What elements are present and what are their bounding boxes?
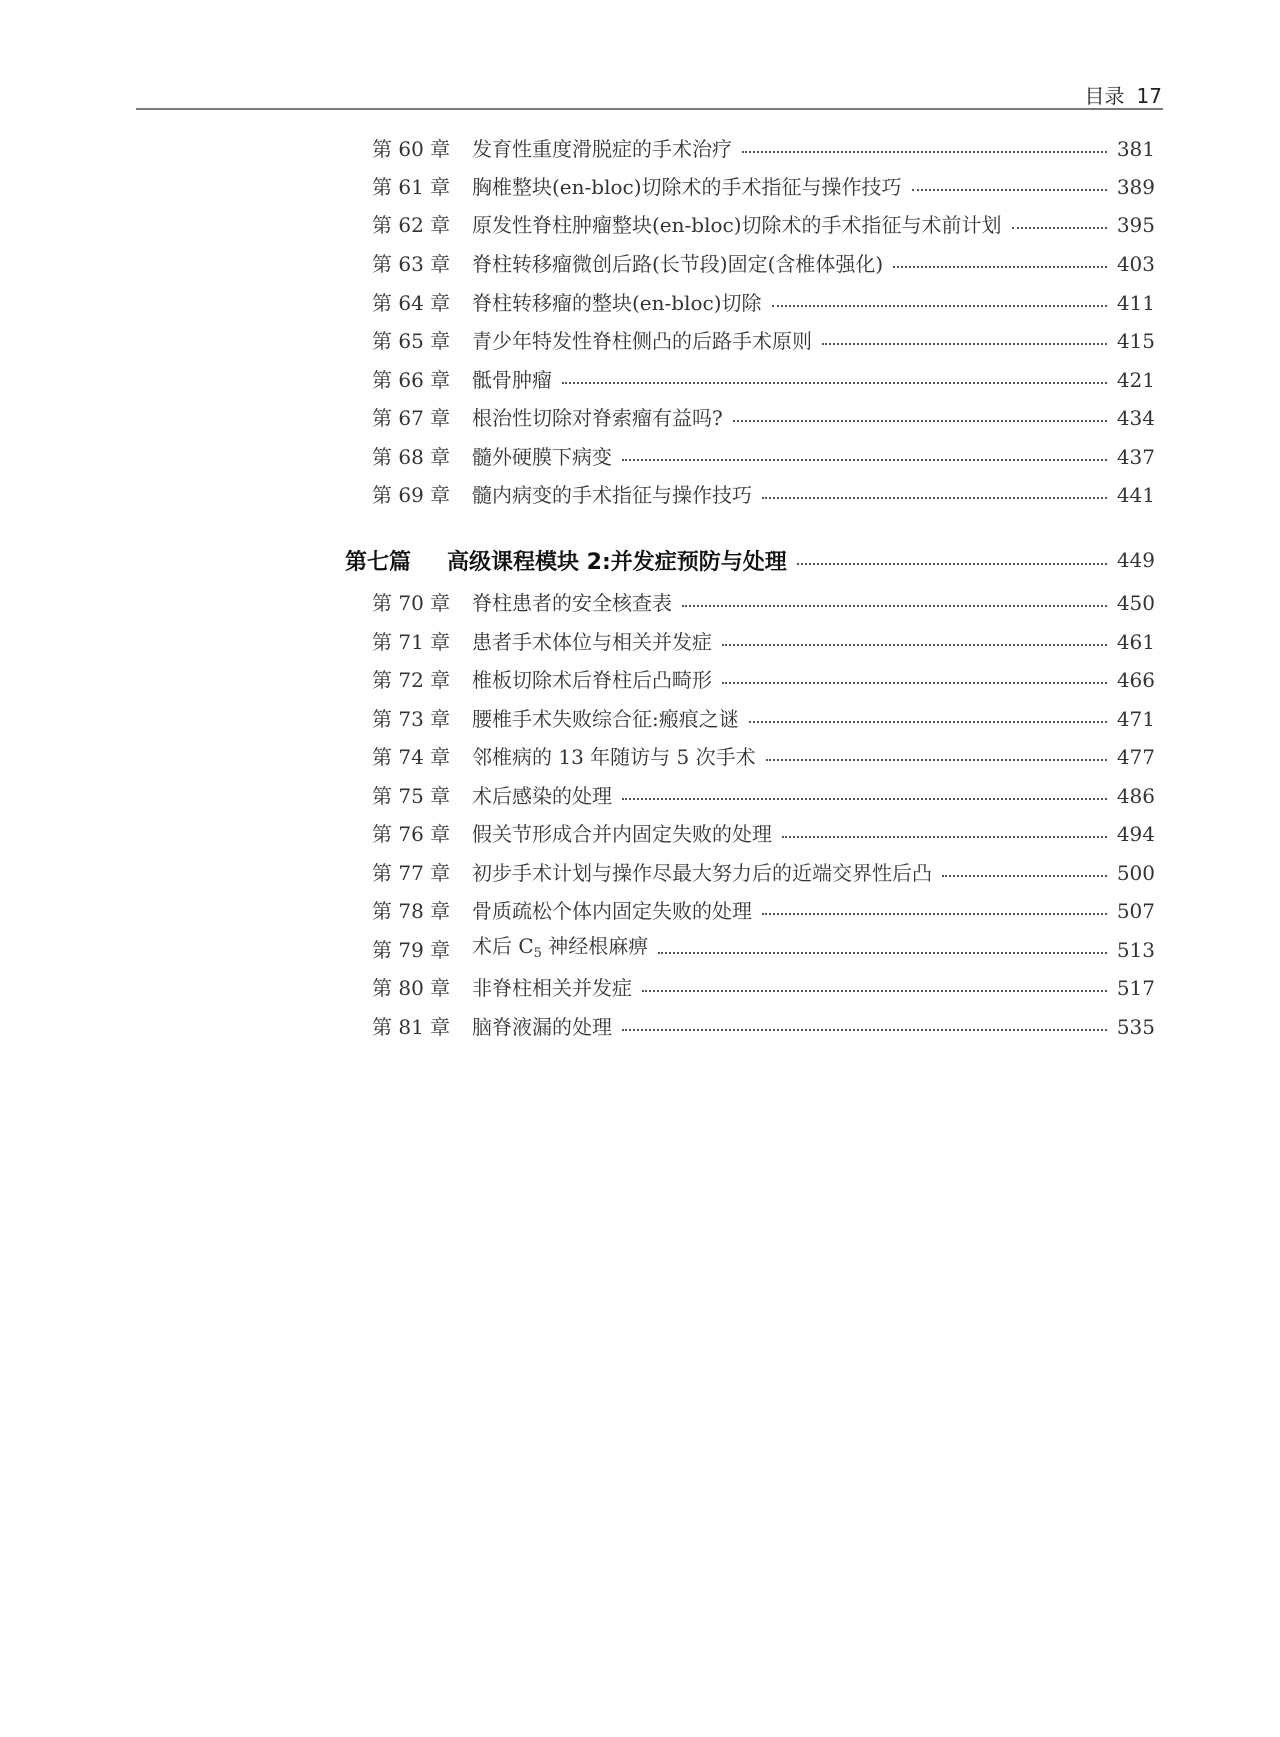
toc-entry[interactable] xyxy=(372,588,1155,618)
dot-leader xyxy=(766,759,1107,761)
toc-entry[interactable] xyxy=(372,403,1155,433)
dot-leader xyxy=(682,605,1107,607)
dot-leader xyxy=(912,189,1107,191)
page-number: 500 xyxy=(1116,861,1155,885)
toc-entry[interactable] xyxy=(372,365,1155,395)
dot-leader xyxy=(772,305,1107,307)
chapter-title: 患者手术体位与相关并发症 xyxy=(472,630,712,654)
chapter-number: 第 67 章 xyxy=(372,406,451,430)
chapter-number: 第 80 章 xyxy=(372,976,451,1000)
toc-entry[interactable] xyxy=(372,210,1155,240)
part-title: 高级课程模块 2:并发症预防与处理 xyxy=(447,549,787,575)
page-number: 381 xyxy=(1116,137,1155,161)
toc-entry[interactable] xyxy=(372,742,1155,772)
toc-entry[interactable] xyxy=(372,858,1155,888)
page-number: 441 xyxy=(1116,483,1155,507)
chapter-title: 青少年特发性脊柱侧凸的后路手术原则 xyxy=(472,329,812,353)
chapter-number: 第 78 章 xyxy=(372,899,451,923)
chapter-title: 邻椎病的 13 年随访与 5 次手术 xyxy=(472,745,756,769)
dot-leader xyxy=(797,563,1107,565)
page-number: 535 xyxy=(1116,1015,1155,1039)
toc-part-heading[interactable] xyxy=(345,543,1155,577)
chapter-title: 初步手术计划与操作尽最大努力后的近端交界性后凸 xyxy=(472,861,932,885)
chapter-title: 骨质疏松个体内固定失败的处理 xyxy=(472,899,752,923)
chapter-title: 原发性脊柱肿瘤整块(en-bloc)切除术的手术指征与术前计划 xyxy=(472,213,1002,237)
dot-leader xyxy=(762,497,1107,499)
chapter-number: 第 75 章 xyxy=(372,784,451,808)
page-number: 415 xyxy=(1116,329,1155,353)
toc-entry[interactable] xyxy=(372,627,1155,657)
dot-leader xyxy=(733,420,1107,422)
page-number: 434 xyxy=(1116,406,1155,430)
chapter-title-subscript: 5 xyxy=(533,946,542,961)
chapter-title: 胸椎整块(en-bloc)切除术的手术指征与操作技巧 xyxy=(472,175,902,199)
chapter-number: 第 63 章 xyxy=(372,252,451,276)
chapter-title-part: 术后 C xyxy=(472,934,534,958)
toc-entry[interactable] xyxy=(372,1012,1155,1042)
page-number: 395 xyxy=(1116,213,1155,237)
page-number: 513 xyxy=(1116,938,1155,962)
page-number: 403 xyxy=(1116,252,1155,276)
page-number: 421 xyxy=(1116,368,1155,392)
chapter-number: 第 66 章 xyxy=(372,368,451,392)
dot-leader xyxy=(942,875,1107,877)
chapter-title: 骶骨肿瘤 xyxy=(472,368,552,392)
chapter-number: 第 71 章 xyxy=(372,630,451,654)
dot-leader xyxy=(1012,227,1107,229)
chapter-number: 第 60 章 xyxy=(372,137,451,161)
dot-leader xyxy=(762,913,1107,915)
page-number: 471 xyxy=(1116,707,1155,731)
chapter-number: 第 76 章 xyxy=(372,822,451,846)
page-number: 450 xyxy=(1116,591,1155,615)
toc-entry[interactable] xyxy=(372,249,1155,279)
chapter-number: 第 79 章 xyxy=(372,938,451,962)
page-number: 507 xyxy=(1116,899,1155,923)
chapter-number: 第 81 章 xyxy=(372,1015,451,1039)
toc-entry[interactable] xyxy=(372,134,1155,164)
toc-entry[interactable] xyxy=(372,704,1155,734)
chapter-number: 第 64 章 xyxy=(372,291,451,315)
dot-leader xyxy=(622,798,1107,800)
dot-leader xyxy=(658,952,1107,954)
header-rule xyxy=(136,108,1163,110)
chapter-title-part: 神经根麻痹 xyxy=(541,934,649,958)
dot-leader xyxy=(782,836,1107,838)
toc-entry[interactable] xyxy=(372,819,1155,849)
page-number: 461 xyxy=(1116,630,1155,654)
page-number: 517 xyxy=(1116,976,1155,1000)
toc-entry[interactable] xyxy=(372,781,1155,811)
page-number: 389 xyxy=(1116,175,1155,199)
chapter-title: 脑脊液漏的处理 xyxy=(472,1015,612,1039)
toc-entry[interactable] xyxy=(372,665,1155,695)
toc-entry[interactable] xyxy=(372,896,1155,926)
toc-entry[interactable] xyxy=(372,288,1155,318)
chapter-number: 第 61 章 xyxy=(372,175,451,199)
chapter-title: 髓外硬膜下病变 xyxy=(472,445,612,469)
toc-entry[interactable] xyxy=(372,172,1155,202)
toc-entry[interactable] xyxy=(372,442,1155,472)
chapter-number: 第 68 章 xyxy=(372,445,451,469)
page-number: 437 xyxy=(1116,445,1155,469)
dot-leader xyxy=(642,990,1107,992)
dot-leader xyxy=(622,1029,1107,1031)
page-number: 477 xyxy=(1116,745,1155,769)
running-head-page-number: 17 xyxy=(1136,84,1162,108)
running-head-section: 目录 xyxy=(1084,84,1125,108)
chapter-number: 第 77 章 xyxy=(372,861,451,885)
chapter-title: 发育性重度滑脱症的手术治疗 xyxy=(472,137,732,161)
toc-entry[interactable] xyxy=(372,480,1155,510)
page-number: 486 xyxy=(1116,784,1155,808)
page-number: 466 xyxy=(1116,668,1155,692)
toc-entry[interactable] xyxy=(372,973,1155,1003)
page-number: 449 xyxy=(1116,548,1155,572)
dot-leader xyxy=(722,644,1107,646)
chapter-title: 术后感染的处理 xyxy=(472,784,612,808)
chapter-title: 髓内病变的手术指征与操作技巧 xyxy=(472,483,752,507)
chapter-title: 非脊柱相关并发症 xyxy=(472,976,632,1000)
chapter-title: 椎板切除术后脊柱后凸畸形 xyxy=(472,668,712,692)
chapter-number: 第 72 章 xyxy=(372,668,451,692)
dot-leader xyxy=(893,266,1107,268)
chapter-title xyxy=(472,931,648,969)
chapter-title: 假关节形成合并内固定失败的处理 xyxy=(472,822,772,846)
chapter-title: 脊柱患者的安全核查表 xyxy=(472,591,672,615)
chapter-title: 腰椎手术失败综合征:瘢痕之谜 xyxy=(472,707,739,731)
dot-leader xyxy=(822,343,1107,345)
chapter-number: 第 74 章 xyxy=(372,745,451,769)
page-number: 494 xyxy=(1116,822,1155,846)
page-number: 411 xyxy=(1116,291,1155,315)
dot-leader xyxy=(562,382,1107,384)
chapter-title: 脊柱转移瘤的整块(en-bloc)切除 xyxy=(472,291,762,315)
chapter-title: 根治性切除对脊索瘤有益吗? xyxy=(472,406,723,430)
toc-entry[interactable] xyxy=(372,935,1155,965)
dot-leader xyxy=(622,459,1107,461)
chapter-title: 脊柱转移瘤微创后路(长节段)固定(含椎体强化) xyxy=(472,252,884,276)
chapter-number: 第 62 章 xyxy=(372,213,451,237)
chapter-number: 第 65 章 xyxy=(372,329,451,353)
running-head xyxy=(1085,80,1162,109)
chapter-number: 第 69 章 xyxy=(372,483,451,507)
dot-leader xyxy=(742,151,1107,153)
dot-leader xyxy=(749,721,1107,723)
dot-leader xyxy=(722,682,1107,684)
toc-entry[interactable] xyxy=(372,326,1155,356)
chapter-number: 第 70 章 xyxy=(372,591,451,615)
chapter-number: 第 73 章 xyxy=(372,707,451,731)
part-number: 第七篇 xyxy=(345,549,412,575)
